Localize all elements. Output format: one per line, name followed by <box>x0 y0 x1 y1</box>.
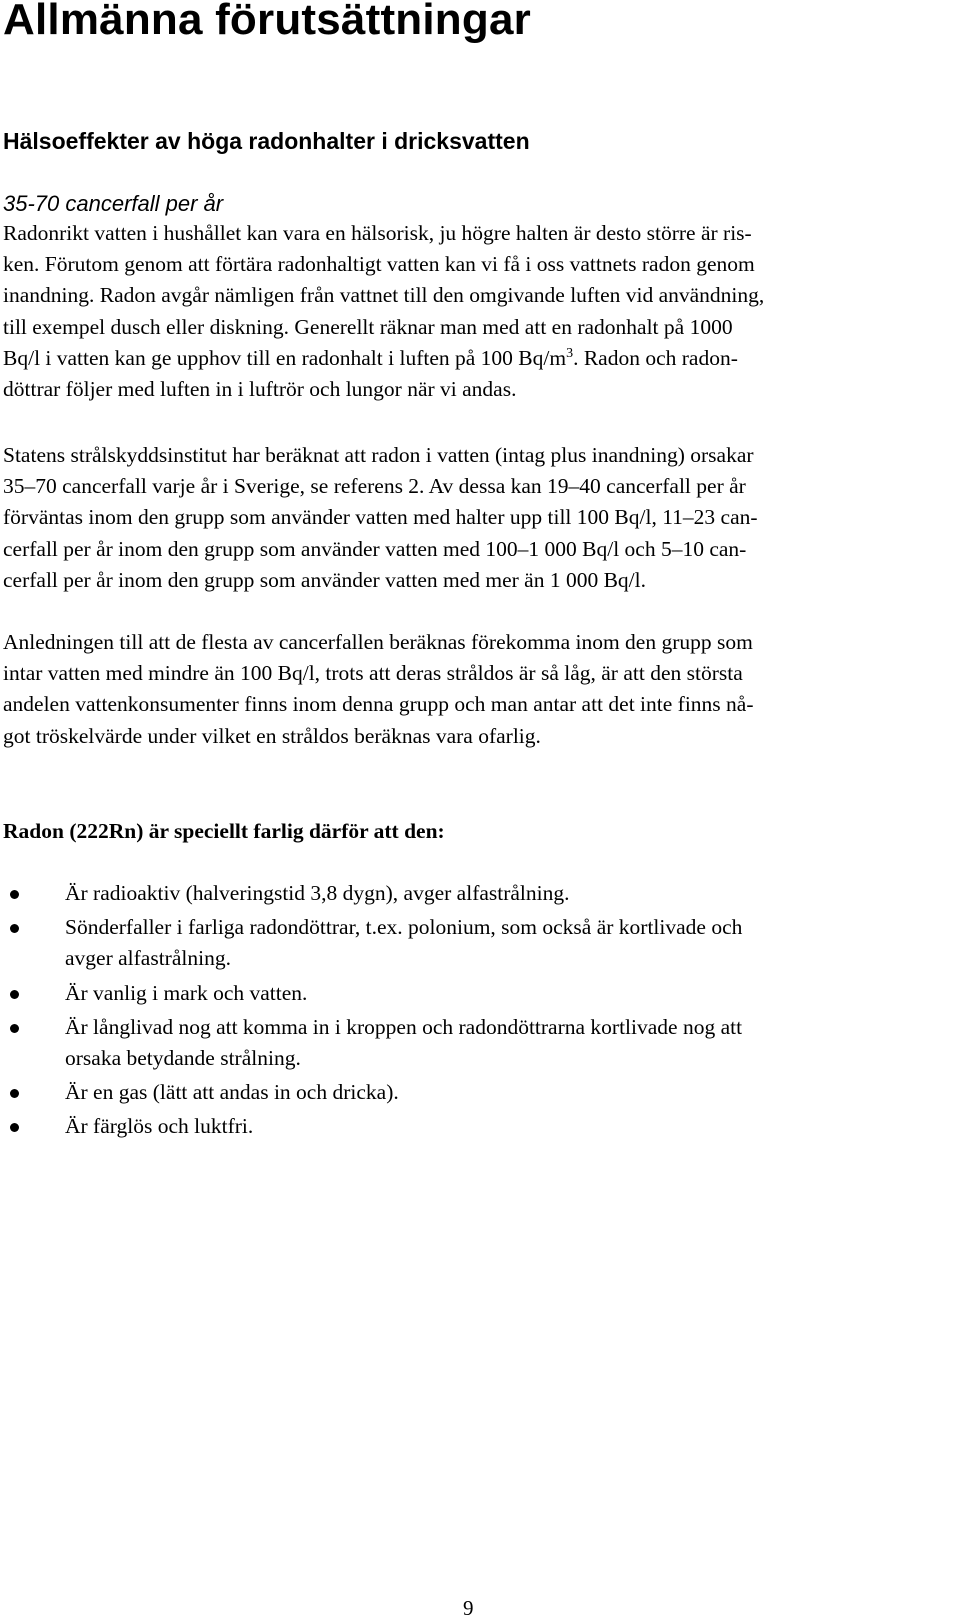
list-item-text-continuation: avger alfastrålning. <box>65 946 231 971</box>
list-item <box>0 1012 950 1074</box>
list-item-text-continuation: orsaka betydande strålning. <box>65 1046 301 1071</box>
paragraph-ssi-estimate <box>3 440 953 596</box>
list-item <box>0 878 950 909</box>
radon-bullet-list <box>0 878 950 1146</box>
paragraph-line: till exempel dusch eller diskning. Generellt räknar man med att en radonhalt på 1000 <box>3 314 733 339</box>
paragraph-line: Anledningen till att de flesta av cancerfallen beräknas förekomma inom den grupp som <box>3 630 753 654</box>
paragraph-line-with-superscript <box>3 343 953 374</box>
list-item-text: Är vanlig i mark och vatten. <box>65 980 308 1005</box>
bullet-icon <box>10 1123 19 1132</box>
bullet-icon <box>10 1024 19 1033</box>
bullet-icon <box>10 890 19 899</box>
section-subheading: Hälsoeffekter av höga radonhalter i dricksvatten <box>3 128 530 154</box>
bullet-icon <box>10 924 19 933</box>
paragraph-line: andelen vattenkonsumenter finns inom denna grupp och man antar att det inte finns nå- <box>3 692 754 717</box>
text-fragment: . Radon och radon- <box>573 345 738 370</box>
italic-summary-line: 35-70 cancerfall per år <box>3 191 224 216</box>
text-fragment: Bq/l i vatten kan ge upphov till en radonhalt i luften på 100 Bq/m <box>3 345 567 370</box>
list-item <box>0 1077 950 1108</box>
list-item-text: Sönderfaller i farliga radondöttrar, t.ex. polonium, som också är kortlivade och <box>65 915 743 940</box>
paragraph-line: cerfall per år inom den grupp som använder vatten med 100–1 000 Bq/l och 5–10 can- <box>3 536 747 561</box>
list-item-text: Är en gas (lätt att andas in och dricka). <box>65 1080 399 1105</box>
paragraph-line: Radonrikt vatten i hushållet kan vara en hälsorisk, ju högre halten är desto större är ris- <box>3 221 752 245</box>
paragraph-line: ken. Förutom genom att förtära radonhaltigt vatten kan vi få i oss vattnets radon genom <box>3 252 755 277</box>
paragraph-line: 35–70 cancerfall varje år i Sverige, se referens 2. Av dessa kan 19–40 cancerfall per år <box>3 474 746 499</box>
bullet-icon <box>10 990 19 999</box>
list-item-text: Är radioaktiv (halveringstid 3,8 dygn), avger alfastrålning. <box>65 881 570 905</box>
paragraph-line: cerfall per år inom den grupp som använder vatten med mer än 1 000 Bq/l. <box>3 567 647 592</box>
paragraph-line: intar vatten med mindre än 100 Bq/l, trots att deras stråldos är så låg, är att den största <box>3 661 743 686</box>
list-item <box>0 912 950 974</box>
paragraph-line: Statens strålskyddsinstitut har beräknat att radon i vatten (intag plus inandning) orsakar <box>3 443 754 467</box>
paragraph-health-risk <box>3 218 953 405</box>
radon-heading: Radon (222Rn) är speciellt farlig därför att den: <box>3 819 445 843</box>
page-title: Allmänna förutsättningar <box>3 0 531 44</box>
page-number: 9 <box>463 1596 474 1620</box>
bullet-icon <box>10 1089 19 1098</box>
list-item <box>0 978 950 1009</box>
list-item <box>0 1111 950 1142</box>
superscript: 3 <box>566 345 574 361</box>
paragraph-line: döttrar följer med luften in i luftrör och lungor när vi andas. <box>3 377 517 402</box>
list-item-text: Är färglös och luktfri. <box>65 1114 254 1139</box>
paragraph-line: förväntas inom den grupp som använder vatten med halter upp till 100 Bq/l, 11–23 can- <box>3 505 758 530</box>
list-item-text: Är långlivad nog att komma in i kroppen och radondöttrarna kortlivade nog att <box>65 1014 743 1039</box>
paragraph-reasoning <box>3 627 953 752</box>
paragraph-line: got tröskelvärde under vilket en stråldos beräknas vara ofarlig. <box>3 723 541 748</box>
paragraph-line: inandning. Radon avgår nämligen från vattnet till den omgivande luften vid användning, <box>3 283 765 308</box>
